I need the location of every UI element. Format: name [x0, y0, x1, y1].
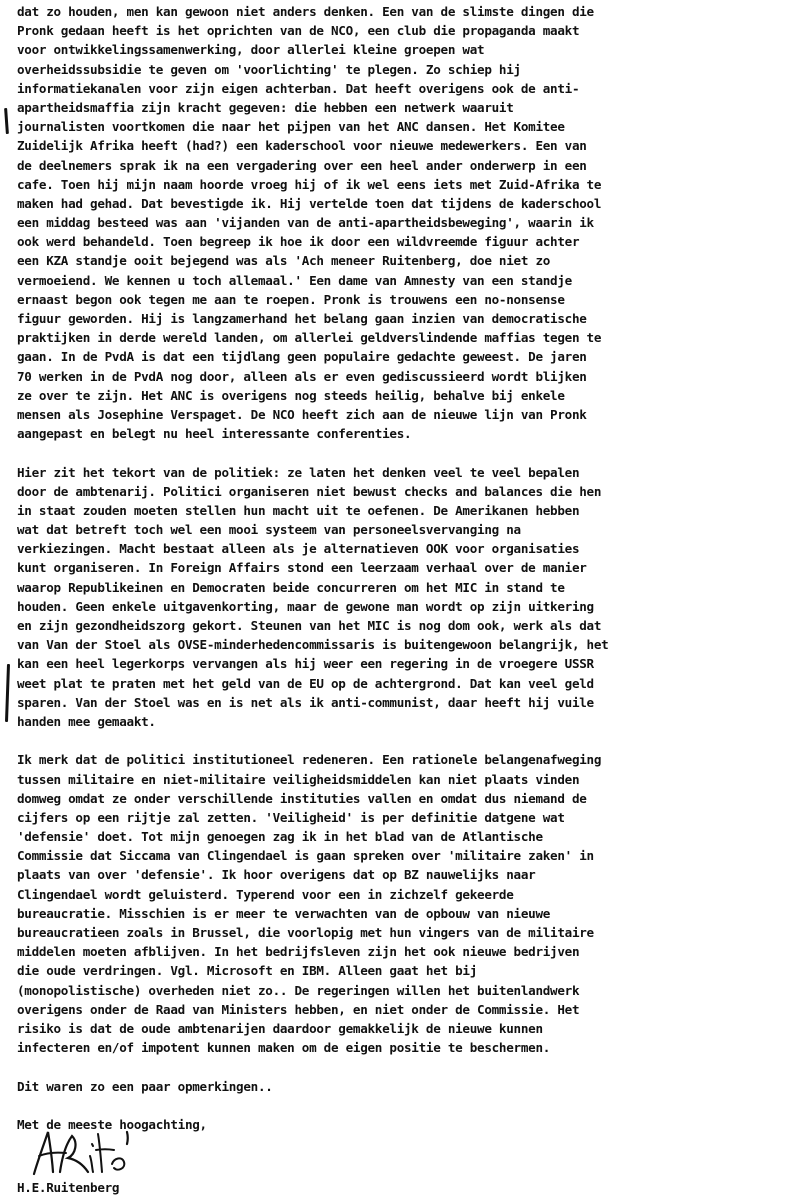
closing-remark: Dit waren zo een paar opmerkingen..	[17, 1078, 273, 1094]
paragraph-gap	[17, 1096, 787, 1115]
text-line: verkiezingen. Macht bestaat alleen als je alternatieven OOK voor organisaties	[17, 541, 580, 557]
text-line: kan een heel legerkorps vervangen als hij weer een regering in de vroegere USSR	[17, 656, 594, 672]
text-line: van Van der Stoel als OVSE-minderhedencommissaris is buitengewoon belangrijk, het	[17, 637, 609, 653]
text-line: 70 werken in de PvdA nog door, alleen als er even gediscussieerd wordt blijken	[17, 368, 587, 384]
text-line: bureaucratie. Misschien is er meer te verwachten van de opbouw van nieuwe	[17, 905, 551, 921]
salutation-closing: Met de meeste hoogachting,	[17, 1116, 207, 1132]
text-line: houden. Geen enkele uitgavenkorting, maar de gewone man wordt op zijn uitkering	[17, 598, 594, 614]
text-line: bureaucratieen zoals in Brussel, die voorlopig met hun vingers van de militaire	[17, 925, 594, 940]
text-line: dat zo houden, men kan gewoon niet anders denken. Een van de slimste dingen die	[17, 4, 594, 19]
paragraph-1	[17, 2, 787, 443]
text-line: tussen militaire en niet-militaire veiligheidsmiddelen kan niet plaats vinden	[17, 771, 580, 787]
text-line: kunt organiseren. In Foreign Affairs stond een leerzaam verhaal over de manier	[17, 560, 587, 576]
text-line: Ik merk dat de politici institutioneel redeneren. Een rationele belangenafweging	[17, 752, 602, 768]
text-line: en zijn gezondheidszorg gekort. Steunen van het MIC is nog dom ook, werk als dat	[17, 618, 602, 633]
text-line: gaan. In de PvdA is dat een tijdlang geen populaire gedachte geweest. De jaren	[17, 349, 587, 365]
text-line: in staat zouden moeten stellen hun macht uit te oefenen. De Amerikanen hebben	[17, 502, 580, 518]
text-line: ook werd behandeld. Toen begreep ik hoe ik door een wildvreemde figuur achter	[17, 234, 580, 250]
text-line: waarop Republikeinen en Democraten beide concurreren om het MIC in stand te	[17, 579, 565, 595]
paragraph-4	[17, 1077, 787, 1096]
text-line: maken had gehad. Dat bevestigde ik. Hij vertelde toen dat tijdens de kaderschool	[17, 195, 602, 211]
text-line: aangepast en belegt nu heel interessante conferenties.	[17, 426, 412, 442]
text-line: voor ontwikkelingssamenwerking, door allerlei kleine groepen wat	[17, 42, 485, 58]
paragraph-3	[17, 750, 787, 1057]
text-line: de deelnemers sprak ik na een vergadering over een heel ander onderwerp in een	[17, 157, 587, 173]
text-line: informatiekanalen voor zijn eigen achterban. Dat heeft overigens ook de anti-	[17, 80, 580, 96]
paragraph-2	[17, 463, 787, 732]
text-line: ernaast begon ook tegen me aan te roepen. Pronk is trouwens een no-nonsense	[17, 291, 565, 307]
margin-pen-mark	[5, 664, 10, 722]
margin-pen-mark	[4, 108, 9, 134]
text-line: vermoeiend. We kennen u toch allemaal.' Een dame van Amnesty van een standje	[17, 272, 572, 288]
text-line: domweg omdat ze onder verschillende instituties vallen en omdat dus niemand de	[17, 790, 587, 806]
text-line: handen mee gemaakt.	[17, 713, 156, 729]
text-line: (monopolistische) overheden niet zo.. De regeringen willen het buitenlandwerk	[17, 982, 580, 998]
text-line: infecteren en/of impotent kunnen maken om de eigen positie te beschermen.	[17, 1040, 551, 1056]
handwritten-signature	[26, 1122, 136, 1182]
text-line: een KZA standje ooit bejegend was als 'Ach meneer Ruitenberg, doe niet zo	[17, 253, 551, 269]
text-line: Hier zit het tekort van de politiek: ze laten het denken veel te veel bepalen	[17, 464, 580, 480]
text-line: overheidssubsidie te geven om 'voorlichting' te plegen. Zo schiep hij	[17, 61, 521, 77]
text-line: overigens onder de Raad van Ministers hebben, en niet onder de Commissie. Het	[17, 1001, 580, 1017]
paragraph-gap	[17, 731, 787, 750]
text-line: weet plat te praten met het geld van de EU op de achtergrond. Dat kan veel geld	[17, 675, 594, 691]
text-line: cijfers op een rijtje zal zetten. 'Veiligheid' is per definitie datgene wat	[17, 809, 565, 825]
text-line: journalisten voortkomen die naar het pijpen van het ANC dansen. Het Komitee	[17, 119, 565, 135]
text-line: Clingendael wordt geluisterd. Typerend voor een in zichzelf gekeerde	[17, 886, 514, 902]
text-line: praktijken in derde wereld landen, om allerlei geldverslindende maffias tegen te	[17, 330, 602, 346]
text-line: middelen moeten afblijven. In het bedrijfsleven zijn het ook nieuwe bedrijven	[17, 944, 580, 960]
text-line: figuur geworden. Hij is langzamerhand het belang gaan inzien van democratische	[17, 311, 587, 326]
text-line: door de ambtenarij. Politici organiseren niet bewust checks and balances die hen	[17, 483, 602, 499]
text-line: ze over te zijn. Het ANC is overigens nog steeds heilig, behalve bij enkele	[17, 387, 565, 403]
text-line: sparen. Van der Stoel was en is net als ik anti-communist, daar heeft hij vuile	[17, 694, 594, 710]
text-line: wat dat betreft toch wel een mooi systeem van personeelsvervanging na	[17, 522, 521, 538]
text-line: Pronk gedaan heeft is het oprichten van de NCO, een club die propaganda maakt	[17, 23, 580, 39]
text-line: Zuidelijk Afrika heeft (had?) een kaderschool voor nieuwe medewerkers. Een van	[17, 138, 587, 154]
text-line: plaats van over 'defensie'. Ik hoor overigens dat op BZ nauwelijks naar	[17, 867, 536, 883]
paragraph-gap	[17, 1057, 787, 1076]
signer-block	[17, 1178, 119, 1197]
text-line: een middag besteed was aan 'vijanden van de anti-apartheidsbeweging', waarin ik	[17, 215, 594, 231]
text-line: 'defensie' doet. Tot mijn genoegen zag ik in het blad van de Atlantische	[17, 829, 543, 845]
letter-body	[17, 2, 787, 1134]
signer-name: H.E.Ruitenberg	[17, 1180, 120, 1195]
paragraph-gap	[17, 443, 787, 462]
text-line: Commissie dat Siccama van Clingendael is gaan spreken over 'militaire zaken' in	[17, 848, 594, 864]
text-line: risiko is dat de oude ambtenarijen daardoor gemakkelijk de nieuwe kunnen	[17, 1020, 543, 1036]
text-line: mensen als Josephine Verspaget. De NCO heeft zich aan de nieuwe lijn van Pronk	[17, 406, 587, 422]
text-line: apartheidsmaffia zijn kracht gegeven: die hebben een netwerk waaruit	[17, 99, 514, 115]
text-line: cafe. Toen hij mijn naam hoorde vroeg hij of ik wel eens iets met Zuid-Afrika te	[17, 176, 602, 192]
text-line: die oude verdringen. Vgl. Microsoft en IBM. Alleen gaat het bij	[17, 963, 478, 979]
